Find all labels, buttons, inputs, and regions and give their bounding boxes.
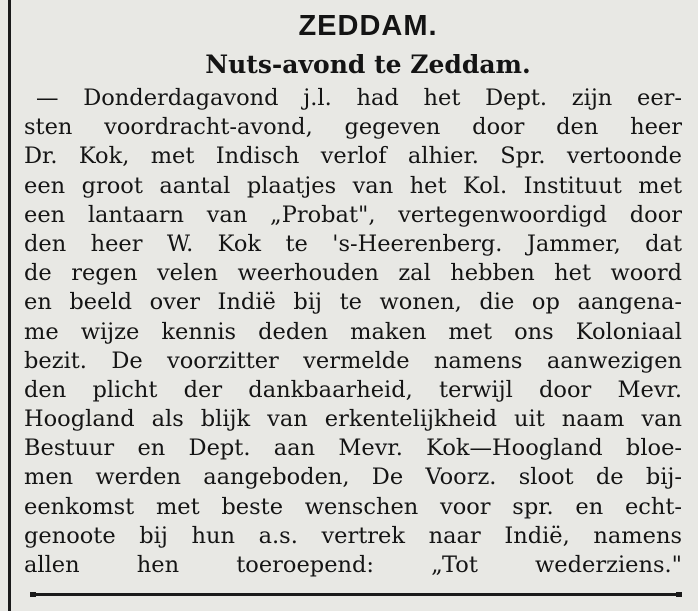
body-line: men werden aangeboden, De Voorz. sloot de bij- <box>24 464 682 491</box>
column-divider-rule <box>8 0 11 611</box>
body-line: een groot aantal plaatjes van het Kol. Instituut met <box>24 172 682 199</box>
body-line: sten voordracht-avond, gegeven door den heer <box>24 114 682 141</box>
body-line: me wijze kennis deden maken met ons Koloniaal <box>24 318 682 345</box>
body-line: — Donderdagavond j.l. had het Dept. zijn eer- <box>36 85 682 111</box>
article-body <box>24 84 682 580</box>
body-line: bezit. De voorzitter vermelde namens aanwezigen <box>24 347 682 374</box>
body-line: de regen velen weerhouden zal hebben het woord <box>24 260 682 287</box>
article-title: Nuts-avond te Zeddam. <box>205 50 531 79</box>
body-line: Dr. Kok, met Indisch verlof alhier. Spr. vertoonde <box>24 143 682 170</box>
body-line: en beeld over Indië bij te wonen, die op aangena- <box>24 289 682 316</box>
body-line: genoote bij hun a.s. vertrek naar Indië, namens <box>24 522 682 549</box>
body-line: den heer W. Kok te 's-Heerenberg. Jammer, dat <box>24 230 682 257</box>
article-end-rule <box>30 593 682 596</box>
body-line: allen hen toeroepend: „Tot wederziens." <box>24 552 682 578</box>
body-line: den plicht der dankbaarheid, terwijl door Mevr. <box>24 376 682 403</box>
body-line: Bestuur en Dept. aan Mevr. Kok—Hoogland bloe- <box>24 435 682 462</box>
article-column <box>24 8 682 580</box>
section-heading: ZEDDAM. <box>298 10 438 42</box>
body-line: een lantaarn van „Probat", vertegenwoordigd door <box>24 201 682 228</box>
body-line: Hoogland als blijk van erkentelijkheid uit naam van <box>24 406 682 433</box>
body-line: eenkomst met beste wenschen voor spr. en echt- <box>24 493 682 520</box>
